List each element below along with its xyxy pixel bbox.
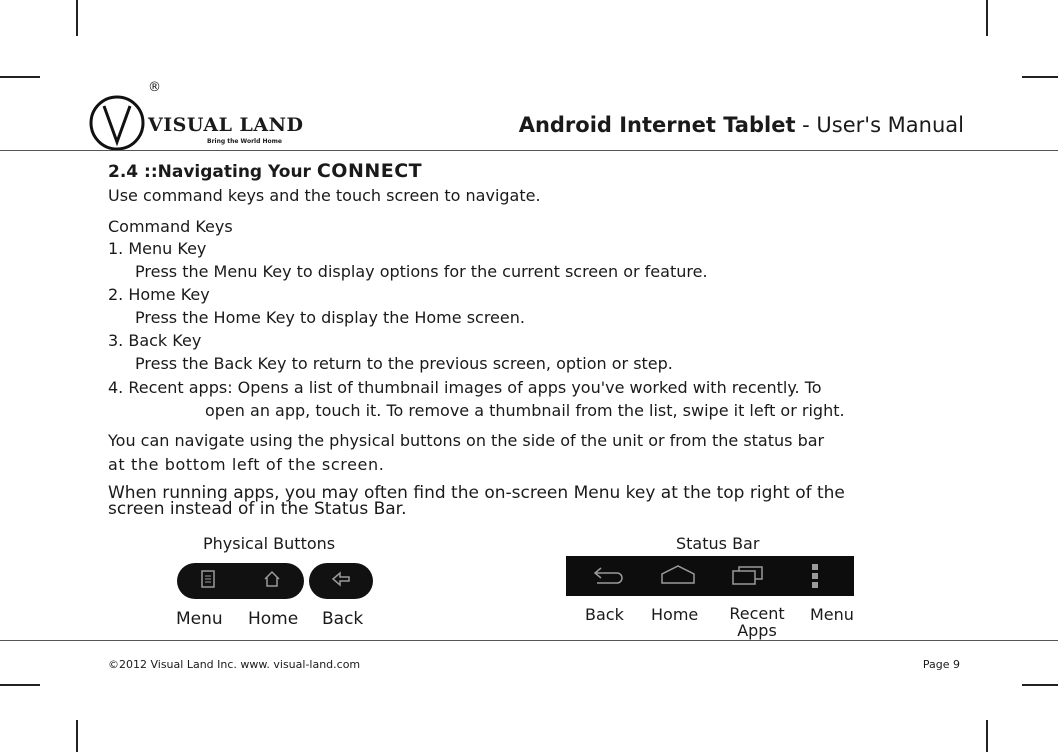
footer-divider — [0, 640, 1058, 641]
manual-title-bold: Android Internet Tablet — [518, 113, 796, 137]
item-menu-key-desc: Press the Menu Key to display options for the current screen or feature. — [135, 262, 708, 281]
section-heading-emphasis: CONNECT — [316, 160, 423, 182]
brand-tagline: Bring the World Home — [207, 138, 282, 145]
header-divider — [0, 150, 1058, 151]
section-heading-prefix: 2.4 ::Navigating Your — [108, 162, 317, 182]
back-icon — [591, 562, 625, 592]
visual-land-logo — [88, 94, 146, 152]
item-menu-key-title: 1. Menu Key — [108, 239, 207, 258]
physical-button-back — [309, 563, 373, 599]
command-keys-heading: Command Keys — [108, 217, 233, 236]
physical-label-home: Home — [248, 609, 299, 629]
menu-key-paragraph-line1: When running apps, you may often find the on-screen Menu key at the top right of the — [108, 483, 845, 503]
status-label-home: Home — [651, 605, 699, 624]
status-label-recent-line1: Recent — [729, 604, 785, 623]
crop-mark-right-lower — [1022, 684, 1058, 686]
crop-mark-bottom-left — [76, 720, 78, 752]
intro-text: Use command keys and the touch screen to navigate. — [108, 186, 541, 205]
navigation-paragraph-line2: at the bottom left of the screen. — [108, 455, 385, 474]
crop-mark-left-upper — [0, 76, 40, 78]
item-home-key-desc: Press the Home Key to display the Home screen. — [135, 308, 525, 327]
status-label-recent-apps — [725, 605, 789, 639]
physical-label-menu: Menu — [176, 609, 223, 629]
menu-icon — [810, 562, 820, 594]
status-label-recent-line2: Apps — [737, 621, 777, 640]
item-home-key-title: 2. Home Key — [108, 285, 210, 304]
manual-title — [519, 113, 964, 137]
status-bar — [566, 556, 854, 596]
crop-mark-top-right — [986, 0, 988, 36]
crop-mark-top-left — [76, 0, 78, 36]
footer-page-number: Page 9 — [922, 658, 960, 671]
crop-mark-bottom-right — [986, 720, 988, 752]
item-back-key-title: 3. Back Key — [108, 331, 202, 350]
brand-name: VISUAL LAND — [148, 114, 304, 136]
menu-key-paragraph-line2: screen instead of in the Status Bar. — [108, 499, 407, 519]
item-back-key-desc: Press the Back Key to return to the previous screen, option or step. — [135, 354, 673, 373]
recent-apps-icon — [730, 562, 766, 592]
physical-buttons-caption: Physical Buttons — [203, 534, 336, 553]
status-label-back: Back — [585, 605, 624, 624]
crop-mark-right-upper — [1022, 76, 1058, 78]
footer-copyright: ©2012 Visual Land Inc. www. visual-land.com — [108, 658, 361, 671]
status-label-menu: Menu — [810, 605, 854, 624]
physical-buttons-menu-home — [177, 563, 304, 599]
physical-label-back: Back — [322, 609, 364, 629]
item-recent-apps-line1: 4. Recent apps: Opens a list of thumbnail images of apps you've worked with recently. To — [108, 378, 822, 397]
status-bar-caption: Status Bar — [676, 534, 760, 553]
navigation-paragraph-line1: You can navigate using the physical buttons on the side of the unit or from the status bar — [108, 431, 825, 450]
section-heading — [108, 160, 422, 182]
home-icon — [659, 562, 697, 592]
crop-mark-left-lower — [0, 684, 40, 686]
back-icon — [330, 570, 352, 592]
home-icon — [263, 570, 281, 592]
item-recent-apps-line2: open an app, touch it. To remove a thumbnail from the list, swipe it left or right. — [205, 401, 845, 420]
manual-title-rest: - User's Manual — [795, 113, 964, 137]
registered-mark: ® — [148, 80, 161, 95]
menu-icon — [201, 570, 215, 592]
